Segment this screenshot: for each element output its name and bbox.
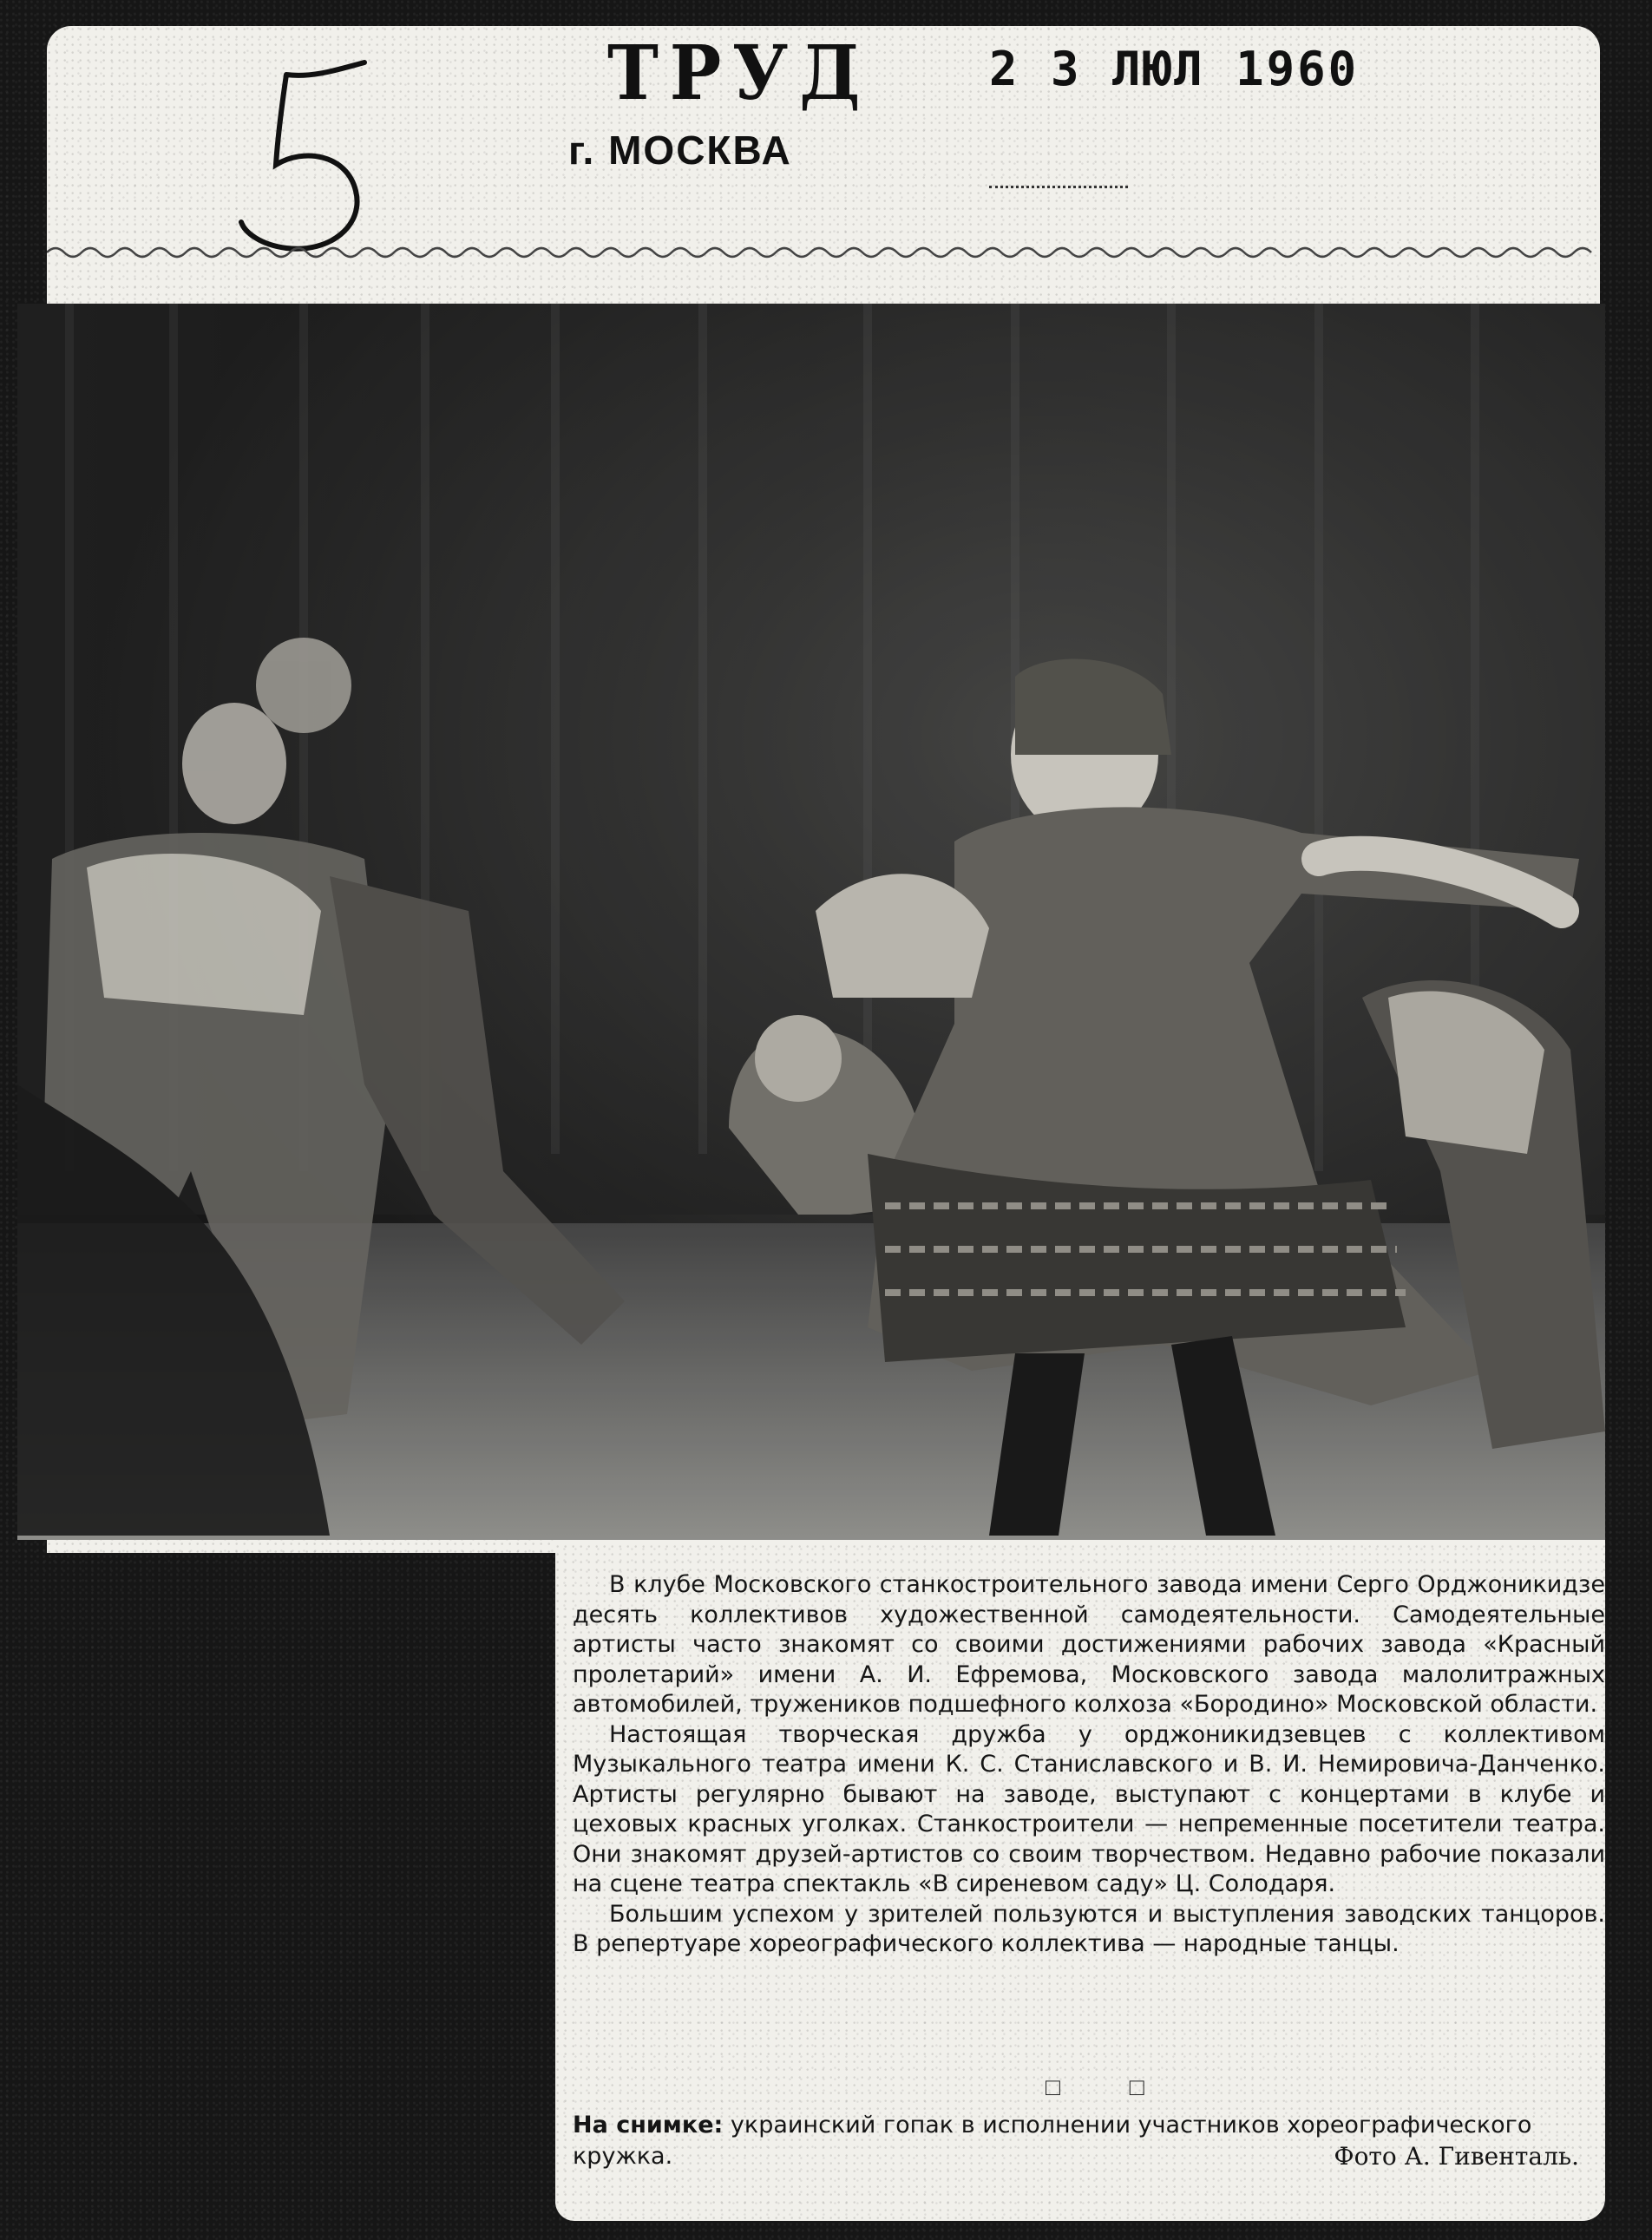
handwritten-number-mark: [234, 52, 399, 260]
article-paragraph: Большим успехом у зрителей пользуются и выступления заводских танцоров. В репертуаре хореографического коллектива — народные танцы.: [573, 1900, 1605, 1957]
dance-photo-icon: [17, 304, 1605, 1540]
caption-label: На снимке:: [573, 2112, 724, 2138]
city-line: г. МОСКВА: [568, 128, 792, 173]
torn-edge-divider: [47, 239, 1600, 265]
section-separator: □ □: [1046, 2073, 1176, 2100]
article-paragraph: В клубе Московского станкостроительного завода имени Серго Орджоникидзе десять коллективов художественной самодеятельности. Самодеятельные артисты часто знакомят со своими достижениями рабочих завода «Красный пролетарий» имени А. И. Ефремова, Московского завода малолитражных автомобилей, тружеников подшефного колхоза «Бородино» Московской области.: [573, 1571, 1605, 1718]
stamp-rule: [989, 186, 1128, 188]
date-stamp: 2 3 ЛЮЛ 1960: [989, 42, 1360, 96]
article-body: [573, 1570, 1605, 1960]
dance-photo: [17, 304, 1605, 1540]
caption-text: украинский гопак в исполнении участников хореографического кружка.: [573, 2112, 1532, 2170]
article-paragraph: Настоящая творческая дружба у орджоникидзевцев с коллективом Музыкального театра имени К. С. Станиславского и В. И. Немировича-Данченко. Артисты регулярно бывают на заводе, выступают с концертами в клубе и цеховых красных уголках. Станкостроители — непременные посетители театра. Они знакомят друзей-артистов со своим творчеством. Недавно рабочие показали на сцене театра спектакль «В сиреневом саду» Ц. Солодаря.: [573, 1720, 1605, 1897]
newspaper-title: ТРУД: [607, 29, 872, 117]
photo-credit: Фото А. Гивенталь.: [1334, 2142, 1579, 2171]
photo-caption: [573, 2110, 1579, 2172]
